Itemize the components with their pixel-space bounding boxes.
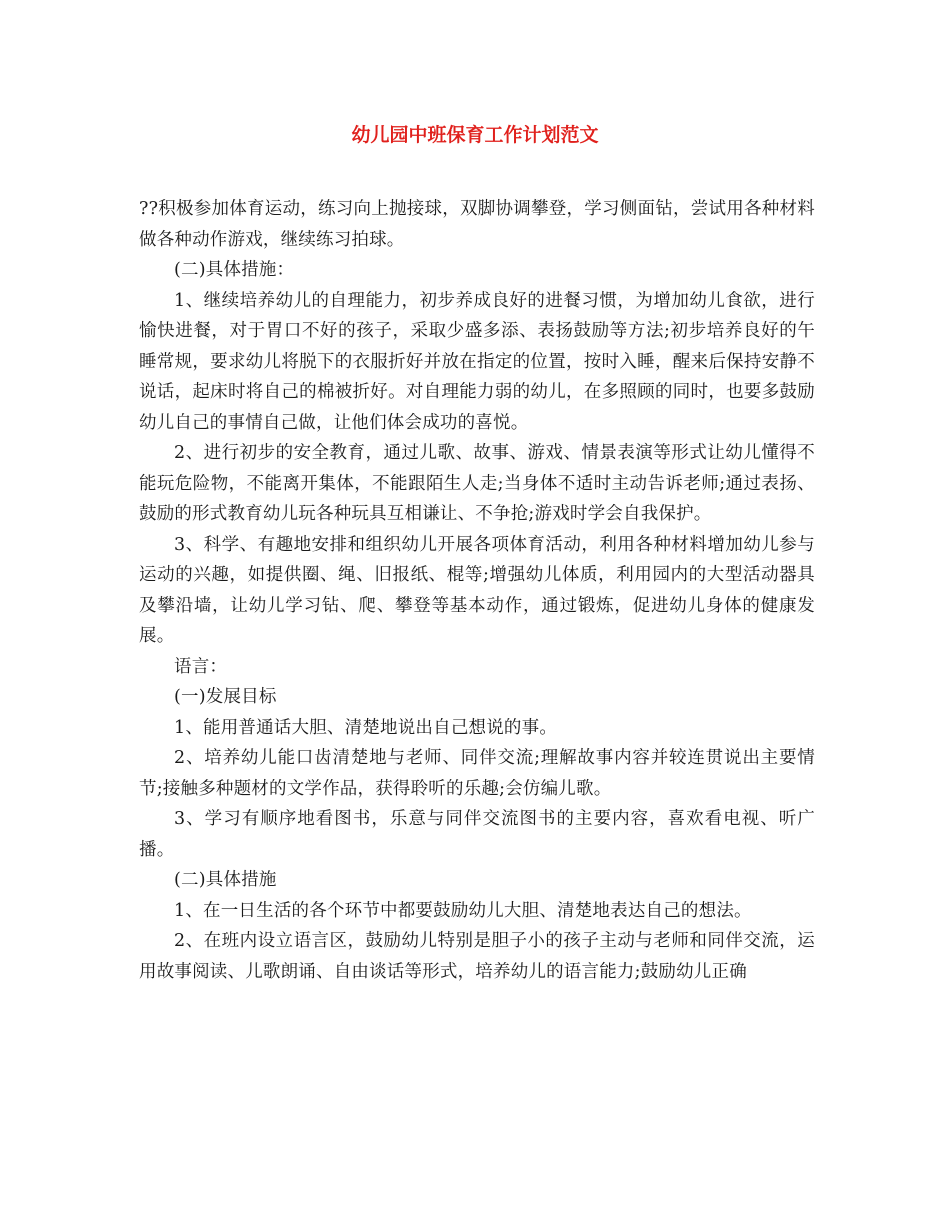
paragraph: 1、能用普通话大胆、清楚地说出自己想说的事。 <box>174 717 558 738</box>
paragraph: 2、培养幼儿能口齿清楚地与老师、同伴交流;理解故事内容并较连贯说出主要情节;接触多种题材的文学作品，获得聆听的乐趣;会仿编儿歌。 <box>139 748 815 799</box>
paragraph: (二)具体措施 <box>174 870 277 890</box>
paragraph: 2、进行初步的安全教育，通过儿歌、故事、游戏、情景表演等形式让幼儿懂得不能玩危险物，不能离开集体，不能跟陌生人走;当身体不适时主动告诉老师;通过表扬、鼓励的形式教育幼儿玩各种玩具互相谦让、不争抢;游戏时学会自我保护。 <box>139 443 815 524</box>
paragraph: 语言： <box>174 656 228 677</box>
paragraph: 3、科学、有趣地安排和组织幼儿开展各项体育活动，利用各种材料增加幼儿参与运动的兴趣，如提供圈、绳、旧报纸、棍等;增强幼儿体质，利用园内的大型活动器具及攀沿墙，让幼儿学习钻、爬、攀登等基本动作，通过锻炼，促进幼儿身体的健康发展。 <box>139 534 815 646</box>
paragraph: 2、在班内设立语言区，鼓励幼儿特别是胆子小的孩子主动与老师和同伴交流，运用故事阅读、儿歌朗诵、自由谈话等形式，培养幼儿的语言能力;鼓励幼儿正确 <box>139 931 815 982</box>
paragraph: (一)发展目标 <box>174 687 277 707</box>
document-body <box>139 194 815 987</box>
paragraph: (二)具体措施： <box>174 260 295 280</box>
paragraph: ??积极参加体育运动，练习向上抛接球，双脚协调攀登，学习侧面钻，尝试用各种材料做各种动作游戏，继续练习拍球。 <box>139 199 815 250</box>
paragraph: 1、继续培养幼儿的自理能力，初步养成良好的进餐习惯，为增加幼儿食欲，进行愉快进餐，对于胃口不好的孩子，采取少盛多添、表扬鼓励等方法;初步培养良好的午睡常规，要求幼儿将脱下的衣服折好并放在指定的位置，按时入睡，醒来后保持安静不说话，起床时将自己的棉被折好。对自理能力弱的幼儿，在多照顾的同时，也要多鼓励幼儿自己的事情自己做，让他们体会成功的喜悦。 <box>139 290 815 433</box>
paragraph: 3、学习有顺序地看图书，乐意与同伴交流图书的主要内容，喜欢看电视、听广播。 <box>139 809 815 860</box>
document-title: 幼儿园中班保育工作计划范文 <box>351 124 599 146</box>
paragraph: 1、在一日生活的各个环节中都要鼓励幼儿大胆、清楚地表达自己的想法。 <box>174 900 752 921</box>
